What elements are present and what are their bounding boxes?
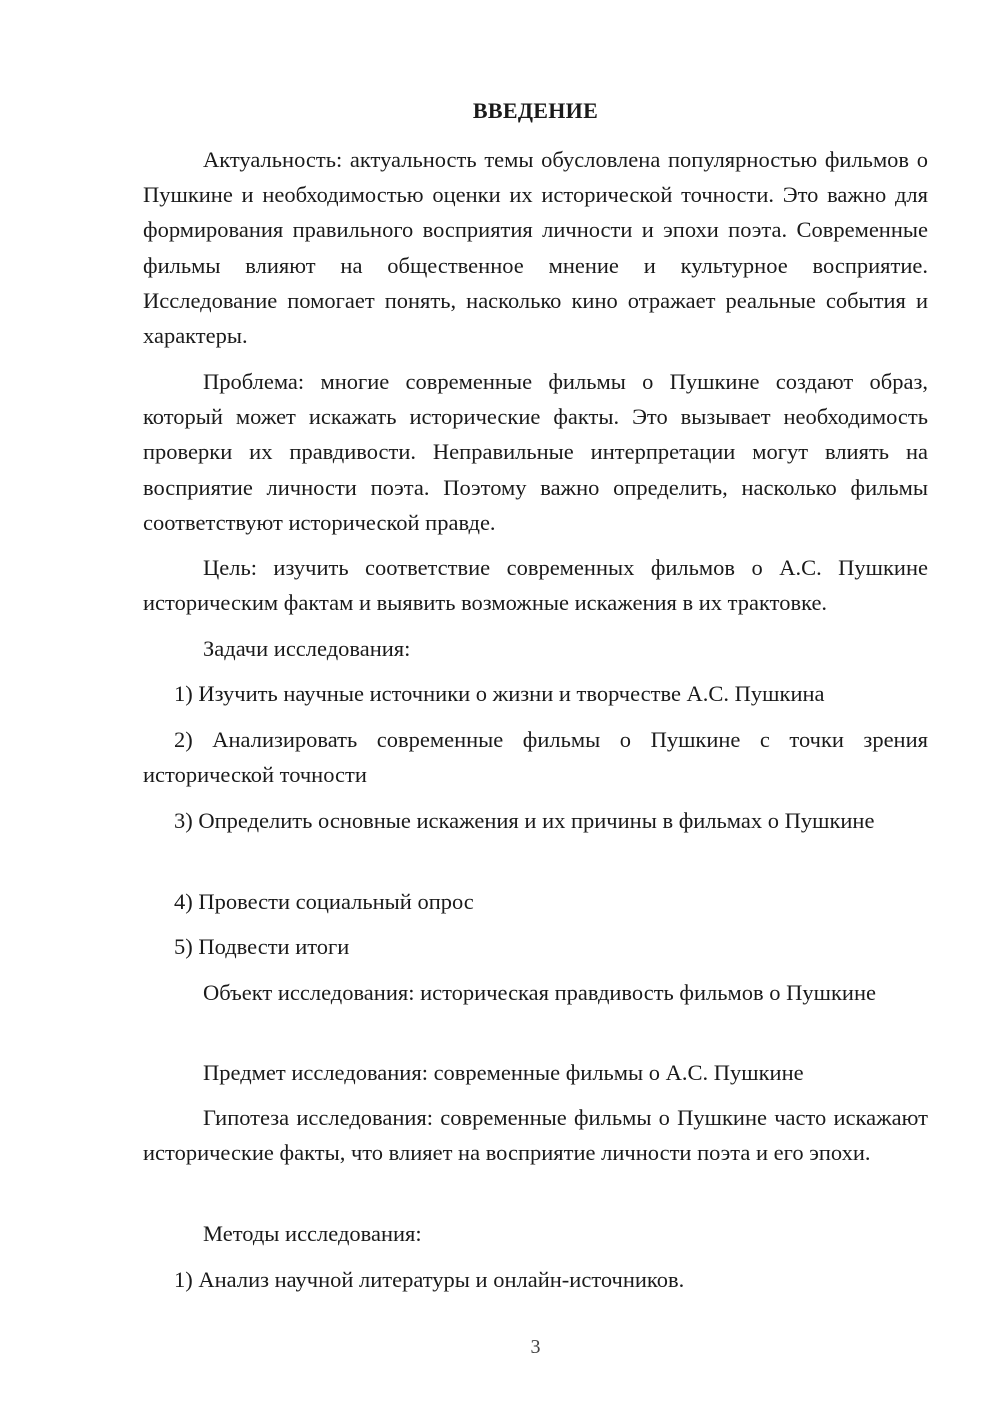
problem-paragraph: Проблема: многие современные фильмы о Пушкине создают образ, который может искажать исторические факты. Это вызывает необходимость проверки их правдивости. Неправильные интерпретации могут влиять на восприятие личности поэта. Поэтому важно определить, насколько фильмы соответствуют исторической правде.	[143, 369, 928, 535]
task-item-2: 2) Анализировать современные фильмы о Пушкине с точки зрения исторической точности	[143, 727, 928, 788]
method-item-1: 1) Анализ научной литературы и онлайн-источников.	[174, 1267, 685, 1292]
tasks-heading: Задачи исследования:	[203, 636, 411, 661]
methods-heading: Методы исследования:	[203, 1221, 422, 1246]
hypothesis-paragraph: Гипотеза исследования: современные фильмы о Пушкине часто искажают исторические факты, что влияет на восприятие личности поэта и его эпохи.	[143, 1105, 928, 1166]
task-item-5: 5) Подвести итоги	[174, 934, 350, 959]
object-paragraph: Объект исследования: историческая правдивость фильмов о Пушкине	[203, 980, 876, 1005]
subject-paragraph: Предмет исследования: современные фильмы о А.С. Пушкине	[203, 1060, 804, 1085]
task-item-1: 1) Изучить научные источники о жизни и творчестве А.С. Пушкина	[174, 681, 825, 706]
section-title: ВВЕДЕНИЕ	[472, 98, 599, 123]
task-item-4: 4) Провести социальный опрос	[174, 889, 474, 914]
task-item-3: 3) Определить основные искажения и их причины в фильмах о Пушкине	[174, 808, 875, 833]
relevance-paragraph: Актуальность: актуальность темы обусловлена популярностью фильмов о Пушкине и необходимостью оценки их исторической точности. Это важно для формирования правильного восприятия личности и эпохи поэта. Современные фильмы влияют на общественное мнение и культурное восприятие. Исследование помогает понять, насколько кино отражает реальные события и характеры.	[143, 147, 928, 349]
page-number: 3	[530, 1336, 541, 1358]
goal-paragraph: Цель: изучить соответствие современных фильмов о А.С. Пушкине историческим фактам и выявить возможные искажения в их трактовке.	[143, 555, 928, 616]
